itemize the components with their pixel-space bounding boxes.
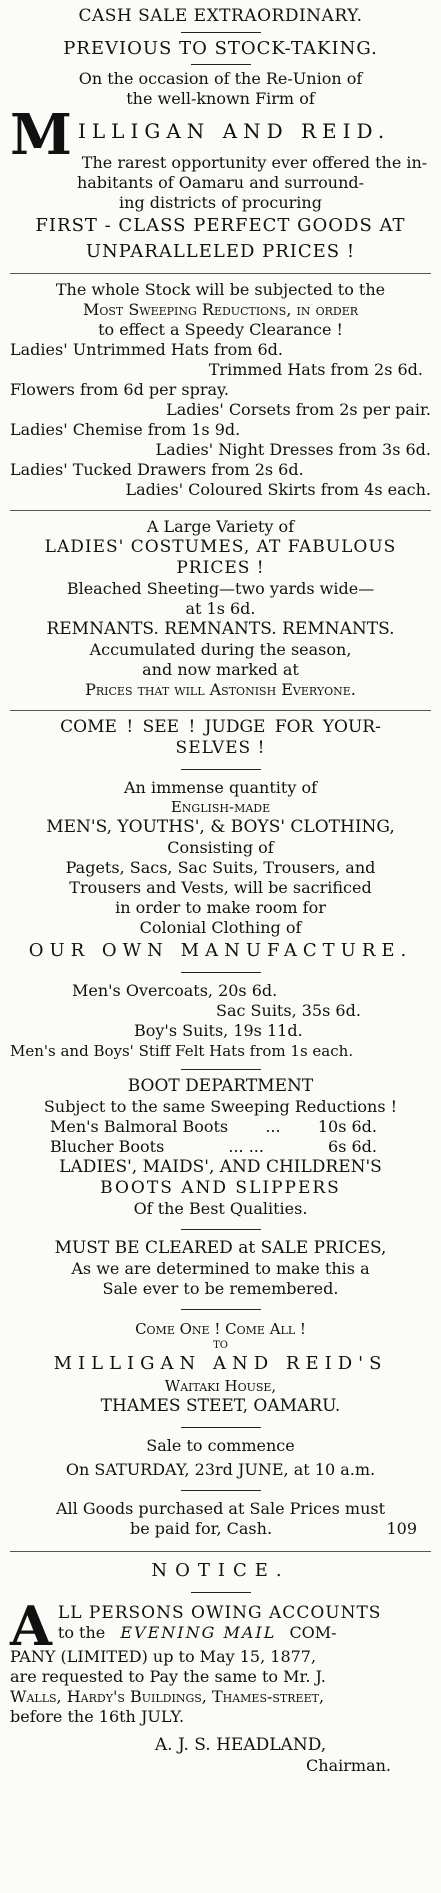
headline-stock-taking: PREVIOUS TO STOCK-TAKING.: [63, 38, 378, 59]
boots-slippers-headline: BOOTS AND SLIPPERS: [100, 1178, 341, 1198]
blucher-boots-price: 6s 6d.: [328, 1137, 377, 1156]
clothing-line-1: An immense quantity of: [124, 778, 317, 797]
come-see-selves: SELVES !: [175, 738, 266, 758]
firm-name-rest: ILLIGAN AND REID.: [78, 119, 391, 143]
terms-line-2-row: [10, 1519, 431, 1539]
childrens-boots-headline: LADIES', MAIDS', AND CHILDREN'S: [59, 1157, 382, 1177]
notice-title: NOTICE.: [151, 1560, 290, 1581]
price-felt-hats: Men's and Boys' Stiff Felt Hats from 1s each.: [10, 1042, 354, 1060]
notice-signer-title: Chairman.: [306, 1756, 391, 1775]
price-night-dresses: Ladies' Night Dresses from 3s 6d.: [155, 440, 431, 459]
notice-line-2c: COM-: [289, 1623, 337, 1642]
stock-line-1: The whole Stock will be subjected to the: [55, 280, 386, 299]
price-chemise: Ladies' Chemise from 1s 9d.: [10, 420, 241, 439]
clothing-line-6: Trousers and Vests, will be sacrificed: [69, 878, 372, 897]
balmoral-boots-dots: ...: [265, 1117, 281, 1136]
divider-rule: [181, 1229, 261, 1230]
cleared-line-3: Sale ever to be remembered.: [102, 1279, 339, 1298]
balmoral-boots-label: Men's Balmoral Boots: [50, 1117, 229, 1136]
costumes-prices: PRICES !: [176, 558, 265, 578]
cleared-line-2: As we are determined to make this a: [71, 1259, 370, 1278]
remnants-line-2: and now marked at: [142, 660, 299, 679]
divider-rule: [181, 972, 261, 973]
sale-date-line: On SATURDAY, 23rd JUNE, at 10 a.m.: [65, 1460, 376, 1479]
section-separator: [10, 510, 431, 511]
sale-commence-line: Sale to commence: [146, 1436, 295, 1455]
notice-evening-mail: EVENING MAIL: [120, 1623, 277, 1642]
costumes-headline: LADIES' COSTUMES, AT FABULOUS: [44, 537, 397, 557]
clothing-line-5: Pagets, Sacs, Sac Suits, Trousers, and: [65, 858, 376, 877]
remnants-headline: REMNANTS. REMNANTS. REMNANTS.: [46, 619, 395, 639]
divider-rule: [181, 769, 261, 770]
price-sac-suits: Sac Suits, 35s 6d.: [216, 1001, 361, 1020]
rare-line-2: habitants of Oamaru and surround-: [76, 173, 365, 192]
price-boys-suits: Boy's Suits, 19s 11d.: [134, 1021, 303, 1040]
balmoral-boots-row: [10, 1117, 431, 1137]
notice-line-6: before the 16th JULY.: [10, 1707, 185, 1726]
divider-rule: [181, 1309, 261, 1310]
rare-line-3: ing districts of procuring: [119, 193, 322, 212]
notice-line-3: PANY (LIMITED) up to May 15, 1877,: [10, 1647, 317, 1666]
notice-line-4: are requested to Pay the same to Mr. J.: [10, 1667, 326, 1686]
divider-rule: [181, 32, 261, 33]
clothing-line-8: Colonial Clothing of: [139, 918, 302, 937]
blucher-boots-row: [10, 1137, 431, 1157]
clothing-line-4: Consisting of: [167, 838, 274, 857]
best-qualities-line: Of the Best Qualities.: [133, 1199, 308, 1218]
headline-cash-sale: CASH SALE EXTRAORDINARY.: [78, 6, 363, 26]
occasion-line-1: On the occasion of the Re-Union of: [78, 69, 363, 88]
remnants-line-1: Accumulated during the season,: [89, 640, 352, 659]
notice-line-5: Walls, Hardy's Buildings, Thames-street,: [10, 1687, 325, 1706]
price-coloured-skirts: Ladies' Coloured Skirts from 4s each.: [125, 480, 431, 499]
costumes-line-1: A Large Variety of: [146, 517, 295, 536]
remnants-line-3: Prices that will Astonish Everyone.: [85, 680, 356, 699]
clothing-line-7: in order to make room for: [115, 898, 326, 917]
divider-rule: [181, 1069, 261, 1070]
stock-line-2: Most Sweeping Reductions, in order: [82, 300, 359, 319]
must-be-cleared-headline: MUST BE CLEARED at SALE PRICES,: [54, 1238, 387, 1258]
blucher-boots-label: Blucher Boots: [50, 1137, 165, 1156]
price-flowers: Flowers from 6d per spray.: [10, 380, 230, 399]
occasion-line-2: the well-known Firm of: [126, 89, 315, 108]
notice-line-2-row: [10, 1623, 431, 1643]
clothing-line-2: English-made: [170, 798, 271, 816]
come-one-line: Come One ! Come All !: [135, 1320, 306, 1338]
sheeting-line: Bleached Sheeting—two yards wide—: [66, 579, 375, 598]
own-manufacture-headline: OUR OWN MANUFACTURE.: [28, 940, 413, 961]
advert-reference-number: 109: [386, 1519, 417, 1538]
sheeting-price: at 1s 6d.: [185, 599, 256, 618]
price-overcoats: Men's Overcoats, 20s 6d.: [72, 981, 278, 1000]
firm-name-closing: MILLIGAN AND REID'S: [53, 1353, 388, 1374]
section-separator: [10, 710, 431, 711]
unparalleled-headline: UNPARALLELED PRICES !: [85, 241, 356, 262]
come-see-headline: COME ! SEE ! JUDGE FOR YOUR-: [60, 717, 381, 737]
price-corsets: Ladies' Corsets from 2s per pair.: [166, 400, 431, 419]
divider-rule: [181, 1427, 261, 1428]
clothing-headline: MEN'S, YOUTHS', & BOYS' CLOTHING,: [46, 817, 395, 837]
terms-cash-line: be paid for, Cash.: [130, 1519, 273, 1538]
waitaki-house: Waitaki House,: [164, 1377, 277, 1395]
section-separator: [10, 1551, 431, 1552]
price-untrimmed-hats: Ladies' Untrimmed Hats from 6d.: [10, 340, 283, 359]
notice-line-1: LL PERSONS OWING ACCOUNTS: [57, 1603, 382, 1623]
notice-body: [10, 1594, 431, 1727]
notice-signer: A. J. S. HEADLAND,: [154, 1735, 327, 1755]
boot-reductions-line: Subject to the same Sweeping Reductions !: [43, 1097, 398, 1116]
notice-line-2a: to the: [57, 1623, 106, 1642]
notice-drop-cap: A: [10, 1594, 52, 1658]
street-address: THAMES STEET, OAMARU.: [100, 1396, 341, 1416]
terms-line-1: All Goods purchased at Sale Prices must: [55, 1499, 386, 1518]
price-trimmed-hats: Trimmed Hats from 2s 6d.: [208, 360, 423, 379]
stock-line-3: to effect a Speedy Clearance !: [98, 320, 343, 339]
price-tucked-drawers: Ladies' Tucked Drawers from 2s 6d.: [10, 460, 304, 479]
balmoral-boots-price: 10s 6d.: [317, 1117, 377, 1136]
firm-drop-cap: M: [10, 102, 72, 168]
first-class-headline: FIRST - CLASS PERFECT GOODS AT: [35, 215, 406, 236]
blucher-boots-dots: ... ...: [228, 1137, 264, 1156]
rare-line-1: The rarest opportunity ever offered the in-: [81, 153, 428, 172]
divider-rule: [191, 1592, 251, 1593]
section-separator: [10, 273, 431, 274]
divider-rule: [191, 64, 251, 65]
to-line: TO: [213, 1340, 228, 1351]
divider-rule: [181, 1490, 261, 1491]
boot-department-title: BOOT DEPARTMENT: [127, 1076, 314, 1096]
